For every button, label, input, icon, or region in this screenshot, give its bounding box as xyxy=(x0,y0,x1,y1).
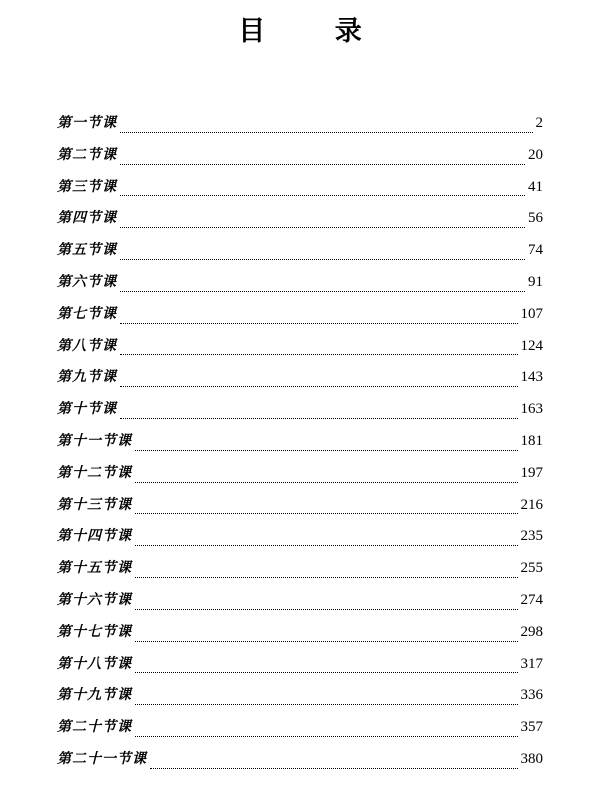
dot-leader xyxy=(120,354,518,355)
toc-entry-page-number: 163 xyxy=(520,401,543,418)
toc-entry-page-number: 124 xyxy=(520,337,543,354)
toc-entry-page-number: 41 xyxy=(528,178,543,195)
dot-leader xyxy=(135,513,518,514)
toc-entry-page-number: 357 xyxy=(520,719,543,736)
toc-entry-label: 第三节课 xyxy=(57,178,117,195)
toc-entry[interactable] xyxy=(57,428,543,460)
dot-leader xyxy=(120,323,518,324)
toc-entry-label: 第十五节课 xyxy=(57,560,132,577)
dot-leader xyxy=(120,132,533,133)
toc-entry[interactable] xyxy=(57,174,543,206)
toc-entry-label: 第十八节课 xyxy=(57,655,132,672)
dot-leader xyxy=(150,768,518,769)
dot-leader xyxy=(120,164,525,165)
toc-entry[interactable] xyxy=(57,746,543,778)
toc-entry-page-number: 317 xyxy=(520,655,543,672)
toc-entry[interactable] xyxy=(57,682,543,714)
toc-entry[interactable] xyxy=(57,492,543,524)
toc-entry-label: 第十四节课 xyxy=(57,528,132,545)
dot-leader xyxy=(120,418,518,419)
page-title: 目 录 xyxy=(238,16,392,47)
toc-entry-label: 第十三节课 xyxy=(57,496,132,513)
toc-entry[interactable] xyxy=(57,301,543,333)
toc-entry[interactable] xyxy=(57,110,543,142)
toc-entry-label: 第四节课 xyxy=(57,210,117,227)
toc-entry-page-number: 298 xyxy=(520,623,543,640)
toc-entry-page-number: 197 xyxy=(520,464,543,481)
toc-entry[interactable] xyxy=(57,237,543,269)
toc-entry-page-number: 336 xyxy=(520,687,543,704)
dot-leader xyxy=(135,736,518,737)
toc-entry[interactable] xyxy=(57,651,543,683)
toc-entry-label: 第二十一节课 xyxy=(57,750,147,767)
table-of-contents xyxy=(57,110,543,778)
toc-entry[interactable] xyxy=(57,396,543,428)
toc-entry-page-number: 74 xyxy=(528,242,543,259)
toc-entry[interactable] xyxy=(57,364,543,396)
toc-entry-label: 第十九节课 xyxy=(57,687,132,704)
dot-leader xyxy=(135,641,518,642)
toc-entry-label: 第一节课 xyxy=(57,115,117,131)
toc-entry-page-number: 255 xyxy=(520,560,543,577)
dot-leader xyxy=(120,227,525,228)
toc-entry-label: 第二节课 xyxy=(57,146,117,163)
dot-leader xyxy=(135,672,518,673)
dot-leader xyxy=(135,545,518,546)
toc-entry-page-number: 107 xyxy=(520,305,543,322)
toc-entry-label: 第七节课 xyxy=(57,305,117,322)
toc-entry[interactable] xyxy=(57,619,543,651)
toc-entry[interactable] xyxy=(57,714,543,746)
toc-entry-label: 第五节课 xyxy=(57,242,117,259)
toc-entry-page-number: 216 xyxy=(520,496,543,513)
toc-entry-page-number: 143 xyxy=(520,369,543,386)
toc-entry-page-number: 235 xyxy=(520,528,543,545)
toc-entry-page-number: 91 xyxy=(528,273,543,290)
toc-entry-label: 第十二节课 xyxy=(57,464,132,481)
toc-entry-label: 第八节课 xyxy=(57,337,117,354)
toc-entry[interactable] xyxy=(57,460,543,492)
dot-leader xyxy=(120,195,525,196)
toc-entry[interactable] xyxy=(57,523,543,555)
dot-leader xyxy=(135,609,518,610)
toc-entry[interactable] xyxy=(57,269,543,301)
toc-entry[interactable] xyxy=(57,142,543,174)
dot-leader xyxy=(135,482,518,483)
toc-entry-label: 第十七节课 xyxy=(57,623,132,640)
toc-entry[interactable] xyxy=(57,555,543,587)
dot-leader xyxy=(120,259,525,260)
toc-entry-label: 第六节课 xyxy=(57,273,117,290)
dot-leader xyxy=(120,386,518,387)
toc-entry-label: 第九节课 xyxy=(57,369,117,386)
toc-entry-label: 第十六节课 xyxy=(57,591,132,608)
dot-leader xyxy=(135,450,518,451)
toc-entry-page-number: 56 xyxy=(528,210,543,227)
toc-entry[interactable] xyxy=(57,205,543,237)
toc-entry-label: 第十节课 xyxy=(57,401,117,418)
toc-entry-label: 第十一节课 xyxy=(57,432,132,449)
toc-entry[interactable] xyxy=(57,333,543,365)
toc-entry-page-number: 20 xyxy=(528,146,543,163)
toc-entry-page-number: 181 xyxy=(520,432,543,449)
toc-entry-label: 第二十节课 xyxy=(57,719,132,736)
toc-entry-page-number: 274 xyxy=(520,591,543,608)
toc-entry-page-number: 380 xyxy=(520,750,543,767)
dot-leader xyxy=(135,704,518,705)
toc-entry[interactable] xyxy=(57,587,543,619)
dot-leader xyxy=(135,577,518,578)
toc-entry-page-number: 2 xyxy=(535,115,543,131)
dot-leader xyxy=(120,291,525,292)
